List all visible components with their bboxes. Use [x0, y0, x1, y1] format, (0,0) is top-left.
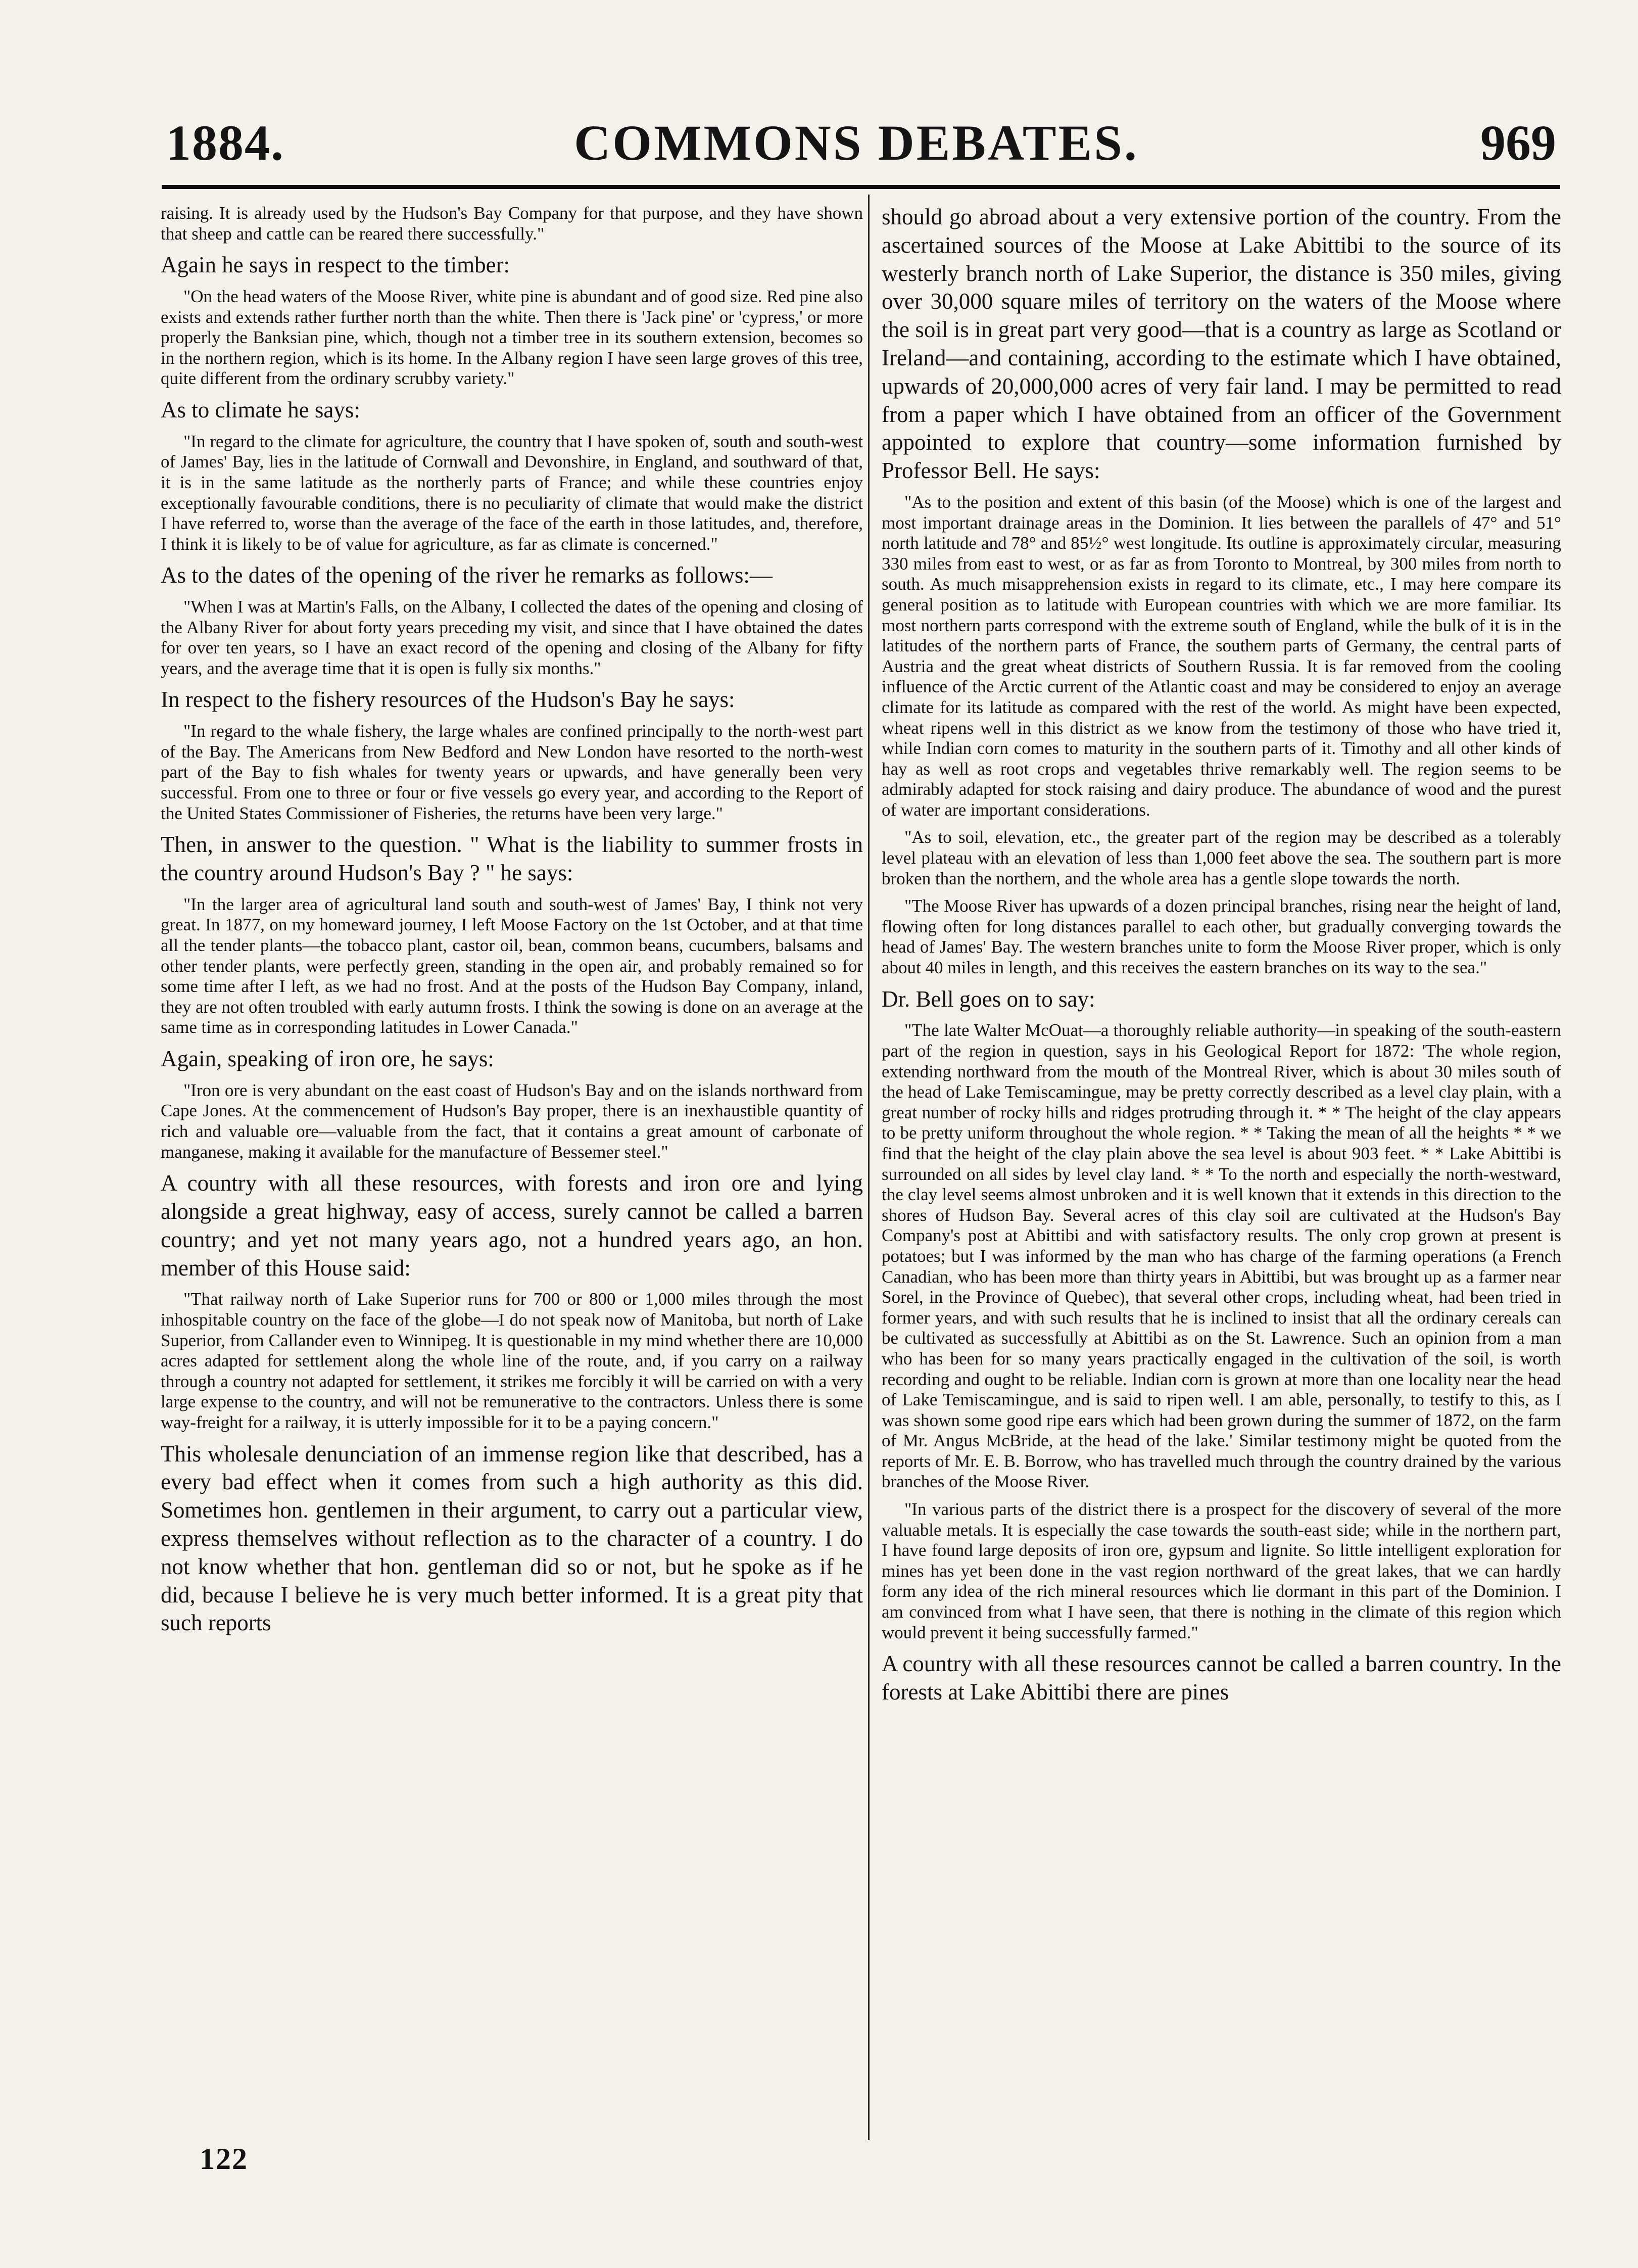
header-year: 1884. [166, 115, 284, 171]
quoted-paragraph: "In various parts of the district there is a prospect for the discovery of several of the more valuable metals. It is especially the case towards the south-east side; while in the northern part, I have found large deposits of iron ore, gypsum and lignite. So little intelligent exploration for mines has yet been done in the vast region northward of the great lakes, that we can hardly form any idea of the rich mineral resources which lie dormant in this part of the Dominion. I am convinced from what I have seen, that there is nothing in the climate of this region which would prevent it being successfully farmed." [882, 1499, 1561, 1642]
page-header [152, 114, 1561, 190]
quoted-paragraph: "In the larger area of agricultural land south and south-west of James' Bay, I think not very great. In 1877, on my homeward journey, I left Moose Factory on the 1st October, and at that time all the tender plants—the tobacco plant, castor oil, bean, common beans, cucumbers, balsams and other tender plants, were perfectly green, standing in the open air, and probably remained so for some time after I left, as we had no frost. And at the posts of the Hudson Bay Company, inland, they are not often troubled with early autumn frosts. I think the sowing is done on an average at the same time as in corresponding latitudes in Lower Canada." [161, 894, 863, 1037]
quoted-paragraph: "Iron ore is very abundant on the east coast of Hudson's Bay and on the islands northward from Cape Jones. At the commencement of Hudson's Bay proper, there is an inexhaustible quantity of rich and valuable ore—valuable from the fact, that it contains a great amount of carbonate of manganese, making it available for the manufacture of Bessemer steel." [161, 1080, 863, 1162]
body-paragraph: This wholesale denunciation of an immense region like that described, has a every bad effect when it comes from such a high authority as this did. Sometimes hon. gentlemen in their argument, to carry out a particular view, express themselves without reflection as to the character of a country. I do not know whether that hon. gentleman did so or not, but he spoke as if he did, because I believe he is very much better informed. It is a great pity that such reports [161, 1441, 863, 1636]
quoted-paragraph: "That railway north of Lake Superior runs for 700 or 800 or 1,000 miles through the most inhospitable country on the face of the globe—I do not speak now of Manitoba, but north of Lake Superior, from Callander even to Winnipeg. It is questionable in my mind whether there are 10,000 acres adapted for settlement along the whole line of the route, and, if you carry on a railway through a country not adapted for settlement, it strikes me forcibly it will be carried on with a very large expense to the country, and will not be remunerative to the contractors. Unless there is some way-freight for a railway, it is utterly impossible for it to be a paying concern." [161, 1289, 863, 1432]
body-paragraph: Dr. Bell goes on to say: [882, 986, 1095, 1012]
page-number: 969 [1480, 115, 1556, 171]
quoted-paragraph: raising. It is already used by the Hudson's Bay Company for that purpose, and they have shown that sheep and cattle can be reared there successfully." [161, 203, 863, 244]
quoted-paragraph: "When I was at Martin's Falls, on the Albany, I collected the dates of the opening and closing of the Albany River for about forty years preceding my visit, and since that I have obtained the dates for over ten years, so I have an exact record of the opening and closing of the Albany for fifty years, and the average time that it is open is fully six months." [161, 597, 863, 678]
quoted-paragraph: "The late Walter McOuat—a thoroughly reliable authority—in speaking of the south-eastern part of the region in question, says in his Geological Report for 1872: 'The whole region, extending northward from the mouth of the Montreal River, which is about 30 miles south of the head of Lake Temiscamingue, may be pretty correctly described as a level clay plain, with a great number of rocky hills and ridges protruding through it. * * The height of the clay appears to be pretty uniform throughout the whole region. * * Taking the mean of all the heights * * we find that the height of the clay plain above the sea level is about 903 feet. * * Lake Abittibi is surrounded on all sides by level clay land. * * To the north and especially the north-westward, the clay level seems almost unbroken and it is well known that it extends in this direction to the shores of Hudson Bay. Several acres of this clay soil are cultivated at the Hudson's Bay Company's post at Abittibi and with satisfactory results. The only crop grown at present is potatoes; but I was informed by the man who has charge of the farming operations (a French Canadian, who has been more than thirty years in Abittibi, but was brought up as a farmer near Sorel, in the Province of Quebec), that several other crops, including wheat, had been tried in former years, and with such results that he is inclined to insist that all the ordinary cereals can be cultivated as successfully at Abittibi as on the St. Lawrence. Such an opinion from a man who has been for so many years practically engaged in the cultivation of the soil, is worth recording and ought to be reliable. Indian corn is grown at more than one locality near the head of Lake Temiscamingue, and is said to ripen well. I am able, personally, to testify to this, as I was shown some good ripe ears which had been grown during the summer of 1872, on the farm of Mr. Angus McBride, at the head of the lake.' Similar testimony might be quoted from the reports of Mr. E. B. Borrow, who has travelled much through the country drained by the various branches of the Moose River. [882, 1020, 1561, 1492]
signature-folio: 122 [200, 2142, 248, 2176]
body-paragraph: should go abroad about a very extensive portion of the country. From the ascertained sources of the Moose at Lake Abittibi to the source of its westerly branch north of Lake Superior, the distance is 350 miles, giving over 30,000 square miles of territory on the waters of the Moose where the soil is in great part very good—that is a country as large as Scotland or Ireland—and containing, according to the estimate which I have obtained, upwards of 20,000,000 acres of very fair land. I may be permitted to read from a paper which I have obtained from an officer of the Government appointed to explore that country—some information furnished by Professor Bell. He says: [882, 204, 1561, 484]
quoted-paragraph: "As to the position and extent of this basin (of the Moose) which is one of the largest and most important drainage areas in the Dominion. It lies between the parallels of 47° and 51° north latitude and 78° and 85½° west longitude. Its outline is approximately circular, measuring 330 miles from east to west, or as far as from Toronto to Montreal, by 300 miles from north to south. As much misapprehension exists in regard to its climate, etc., I may here compare its general position as to latitude with European countries with which we are more familiar. Its most northern parts correspond with the extreme south of England, while the bulk of it is in the latitudes of the northern parts of France, the southern parts of Germany, the central parts of Austria and the great wheat districts of Southern Russia. It is far removed from the cooling influence of the Arctic current of the Atlantic coast and may be considered to enjoy an average climate for its latitude as compared with the rest of the world. As might have been expected, wheat ripens well in this district as we know from the testimony of those who have tried it, while Indian corn comes to maturity in the southern parts of it. Timothy and all other kinds of hay as well as root crops and vegetables thrive remarkably well. The region seems to be admirably adapted for stock raising and dairy produce. The abundance of wood and the purest of water are important considerations. [882, 492, 1561, 820]
right-column [882, 203, 1561, 1714]
publication-title: COMMONS DEBATES. [574, 115, 1139, 171]
column-divider [868, 195, 870, 2140]
quoted-paragraph: "On the head waters of the Moose River, white pine is abundant and of good size. Red pine also exists and extends rather further north than the white. Then there is 'Jack pine' or 'cypress,' or more properly the Banksian pine, which, though not a timber tree in its southern extension, becomes so in the northern region, which is its home. In the Albany region I have seen large groves of this tree, quite different from the ordinary scrubby variety." [161, 286, 863, 389]
body-paragraph: Again he says in respect to the timber: [161, 252, 510, 278]
body-paragraph: A country with all these resources cannot be called a barren country. In the forests at Lake Abittibi there are pines [882, 1651, 1561, 1705]
header-rule [162, 185, 1560, 189]
body-paragraph: Again, speaking of iron ore, he says: [161, 1046, 494, 1071]
left-column [161, 203, 863, 1644]
body-paragraph: As to climate he says: [161, 397, 360, 422]
body-paragraph: As to the dates of the opening of the river he remarks as follows:— [161, 562, 773, 588]
body-paragraph: A country with all these resources, with forests and iron ore and lying alongside a great highway, easy of access, surely cannot be called a barren country; and yet not many years ago, not a hundred years ago, an hon. member of this House said: [161, 1170, 863, 1281]
quoted-paragraph: "In regard to the whale fishery, the large whales are confined principally to the north-west part of the Bay. The Americans from New Bedford and New London have resorted to the north-west part of the Bay to fish whales for twenty years or upwards, and have generally been very successful. From one to three or four or five vessels go every year, and according to the Report of the United States Commissioner of Fisheries, the returns have been very large." [161, 721, 863, 823]
quoted-paragraph: "In regard to the climate for agriculture, the country that I have spoken of, south and south-west of James' Bay, lies in the latitude of Cornwall and Devonshire, in England, and southward of that, it is in the same latitude as the northerly parts of France; and while these countries enjoy exceptionally favourable conditions, there is no peculiarity of climate that would make the district I have referred to, worse than the average of the face of the earth in those latitudes, and, therefore, I think it is likely to be of value for agriculture, as far as climate is concerned." [161, 431, 863, 554]
body-paragraph: Then, in answer to the question. " What is the liability to summer frosts in the country around Hudson's Bay ? " he says: [161, 832, 863, 886]
quoted-paragraph: "The Moose River has upwards of a dozen principal branches, rising near the height of land, flowing often for long distances parallel to each other, but gradually converging towards the head of James' Bay. The western branches unite to form the Moose River proper, which is only about 40 miles in length, and this receives the eastern branches on its way to the sea." [882, 896, 1561, 978]
body-paragraph: In respect to the fishery resources of the Hudson's Bay he says: [161, 687, 735, 713]
quoted-paragraph: "As to soil, elevation, etc., the greater part of the region may be described as a tolerably level plateau with an elevation of less than 1,000 feet above the sea. The southern part is more broken than the northern, and the whole area has a gentle slope towards the north. [882, 827, 1561, 888]
